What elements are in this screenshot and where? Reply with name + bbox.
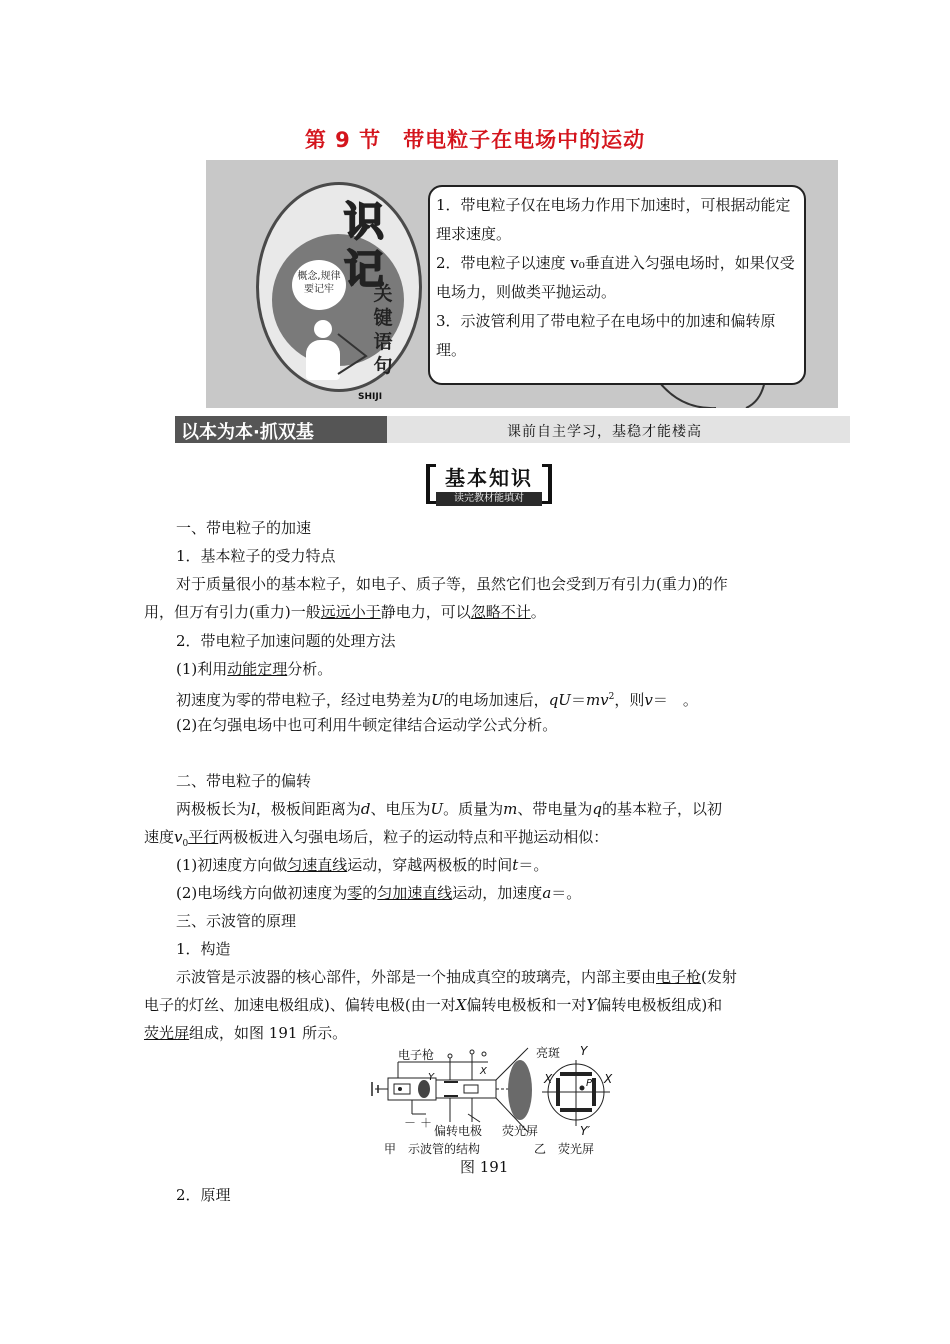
label-bright-spot: 亮斑 <box>536 1046 561 1060</box>
paragraph-4b: 电子的灯丝、加速电极组成)、偏转电极(由一对X偏转电极板和一对Y偏转电极板组成)和 <box>144 996 723 1014</box>
paragraph-3d: (2)电场线方向做初速度为零的匀加速直线运动，加速度a＝。 <box>176 884 582 902</box>
note-2: 2．带电粒子以速度 v₀垂直进入匀强电场时，如果仅受电场力，则做类平抛运动。 <box>436 254 795 301</box>
label-Y-top: Y <box>580 1044 588 1058</box>
subheading-principle: 2．原理 <box>176 1186 231 1204</box>
section-number: 第 9 节 <box>304 128 382 152</box>
note-1: 1．带电粒子仅在电场力作用下加速时，可根据动能定理求速度。 <box>436 196 791 243</box>
key-points-note <box>428 185 806 385</box>
speech-bubble: 概念,规律 要记牢 <box>292 260 346 310</box>
figure-caption: 图 191 <box>460 1158 509 1176</box>
paragraph-1b: 用，但万有引力(重力)一般远远小于静电力，可以忽略不计。 <box>144 603 546 621</box>
big-char-1: 识 <box>344 199 384 245</box>
paragraph-2a: (1)利用动能定理分析。 <box>176 660 333 678</box>
subheading-force: 1．基本粒子的受力特点 <box>176 547 336 565</box>
heading-deflection: 二、带电粒子的偏转 <box>176 772 312 790</box>
paragraph-2c: (2)在匀强电场中也可利用牛顿定律结合运动学公式分析。 <box>176 716 558 734</box>
arrow-icon <box>334 328 374 378</box>
paragraph-4a: 示波管是示波器的核心部件，外部是一个抽成真空的玻璃壳，内部主要由电子枪(发射 <box>176 968 737 986</box>
caption-left: 甲 示波管的结构 <box>384 1142 481 1156</box>
page-title <box>0 124 950 154</box>
subheading-method: 2．带电粒子加速问题的处理方法 <box>176 632 396 650</box>
note-3: 3．示波管利用了带电粒子在电场中的加速和偏转原理。 <box>436 312 776 359</box>
section-name: 带电粒子在电场中的运动 <box>403 128 646 152</box>
vertical-label: 关 键 语 句 <box>373 283 393 377</box>
label-X-plate: X <box>480 1066 487 1077</box>
paragraph-4c: 荧光屏组成，如图 191 所示。 <box>144 1024 348 1042</box>
shiji-label: SHIJI <box>358 392 383 402</box>
strip-right-label: 课前自主学习，基稳才能楼高 <box>507 424 702 440</box>
label-Y-prime: Y′ <box>580 1124 591 1138</box>
label-electron-gun: 电子枪 <box>398 1048 435 1062</box>
label-P: P <box>586 1078 593 1089</box>
label-X: X <box>604 1072 613 1086</box>
label-X-prime: X′ <box>544 1072 555 1086</box>
big-char-2: 记 <box>344 247 384 293</box>
label-plus: ＋ <box>420 1116 433 1130</box>
label-screen: 荧光屏 <box>502 1124 539 1138</box>
heading-oscilloscope: 三、示波管的原理 <box>176 912 297 930</box>
oscilloscope-figure <box>368 1044 618 1154</box>
label-deflection-electrode: 偏转电极 <box>434 1124 483 1138</box>
subheading-structure: 1．构造 <box>176 940 231 958</box>
caption-right: 乙 荧光屏 <box>534 1142 595 1156</box>
paragraph-3c: (1)初速度方向做匀速直线运动，穿越两极板的时间t＝。 <box>176 856 549 874</box>
person-icon <box>314 320 332 338</box>
section-strip <box>175 416 850 443</box>
strip-left-label: 以本为本·抓双基 <box>181 422 314 443</box>
paragraph-2b: 初速度为零的带电粒子，经过电势差为U的电场加速后，$qU=mv^2$，则v＝ 。 <box>176 691 698 709</box>
paragraph-3b: 速度$v_0$平行两极板进入匀强电场后，粒子的运动特点和平抛运动相似： <box>144 828 609 849</box>
label-Y-plate: Y <box>428 1072 435 1083</box>
paragraph-3a: 两极板长为l，极板间距离为d、电压为U。质量为m、带电量为q的基本粒子，以初 <box>176 800 723 818</box>
basic-knowledge-badge: 基本知识 读完教材能填对 <box>426 466 552 506</box>
paragraph-1a: 对于质量很小的基本粒子，如电子、质子等，虽然它们也会受到万有引力(重力)的作 <box>176 575 728 593</box>
label-minus: － <box>404 1116 417 1130</box>
heading-acceleration: 一、带电粒子的加速 <box>176 519 312 537</box>
